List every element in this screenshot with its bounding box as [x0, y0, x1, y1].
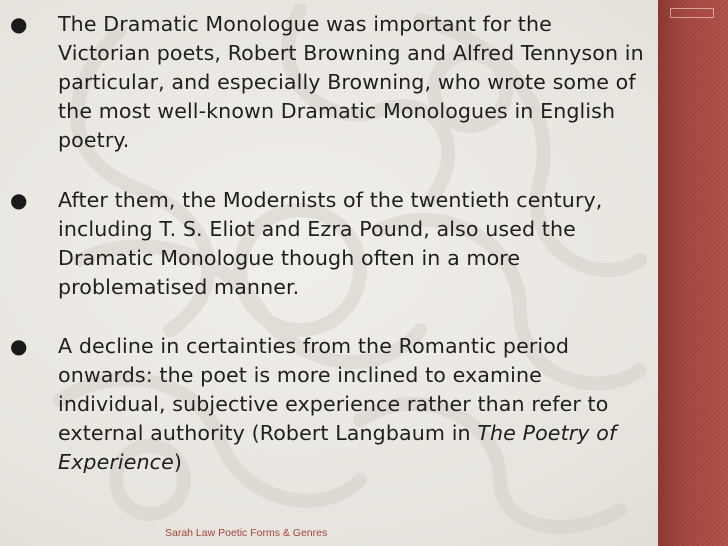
hatch-pattern-icon	[658, 0, 728, 546]
bullet-dot-icon: ●	[10, 12, 28, 36]
bullet-text	[58, 332, 650, 477]
bullet-text: After them, the Modernists of the twentieth century, including T. S. Eliot and Ezra Pound, also used the Dramatic Monologue though often in a more problematised manner.	[58, 188, 603, 299]
bullet-text-end: )	[173, 450, 182, 474]
bullet-text-start: A decline in certainties from the Romantic period onwards: the poet is more inclined to examine individual, subjective experience rather than refer to external authority (Robert Langbaum in	[58, 334, 609, 445]
bullet-text: The Dramatic Monologue was important for the Victorian poets, Robert Browning and Alfred Tennyson in particular, and especially Browning, who wrote some of the most well-known Dramatic Monologues in English poetry.	[58, 12, 644, 152]
bullet-dot-icon: ●	[10, 334, 28, 358]
bullet-dot-icon: ●	[10, 188, 28, 212]
book-title: The Poetry of Experience	[58, 421, 617, 474]
bullet-item	[10, 186, 650, 302]
side-accent-bar	[658, 0, 728, 546]
bullet-item	[10, 10, 650, 155]
slide-footer: Sarah Law Poetic Forms & Genres	[165, 527, 328, 539]
bullet-item	[10, 332, 650, 477]
accent-box-icon	[670, 8, 714, 18]
